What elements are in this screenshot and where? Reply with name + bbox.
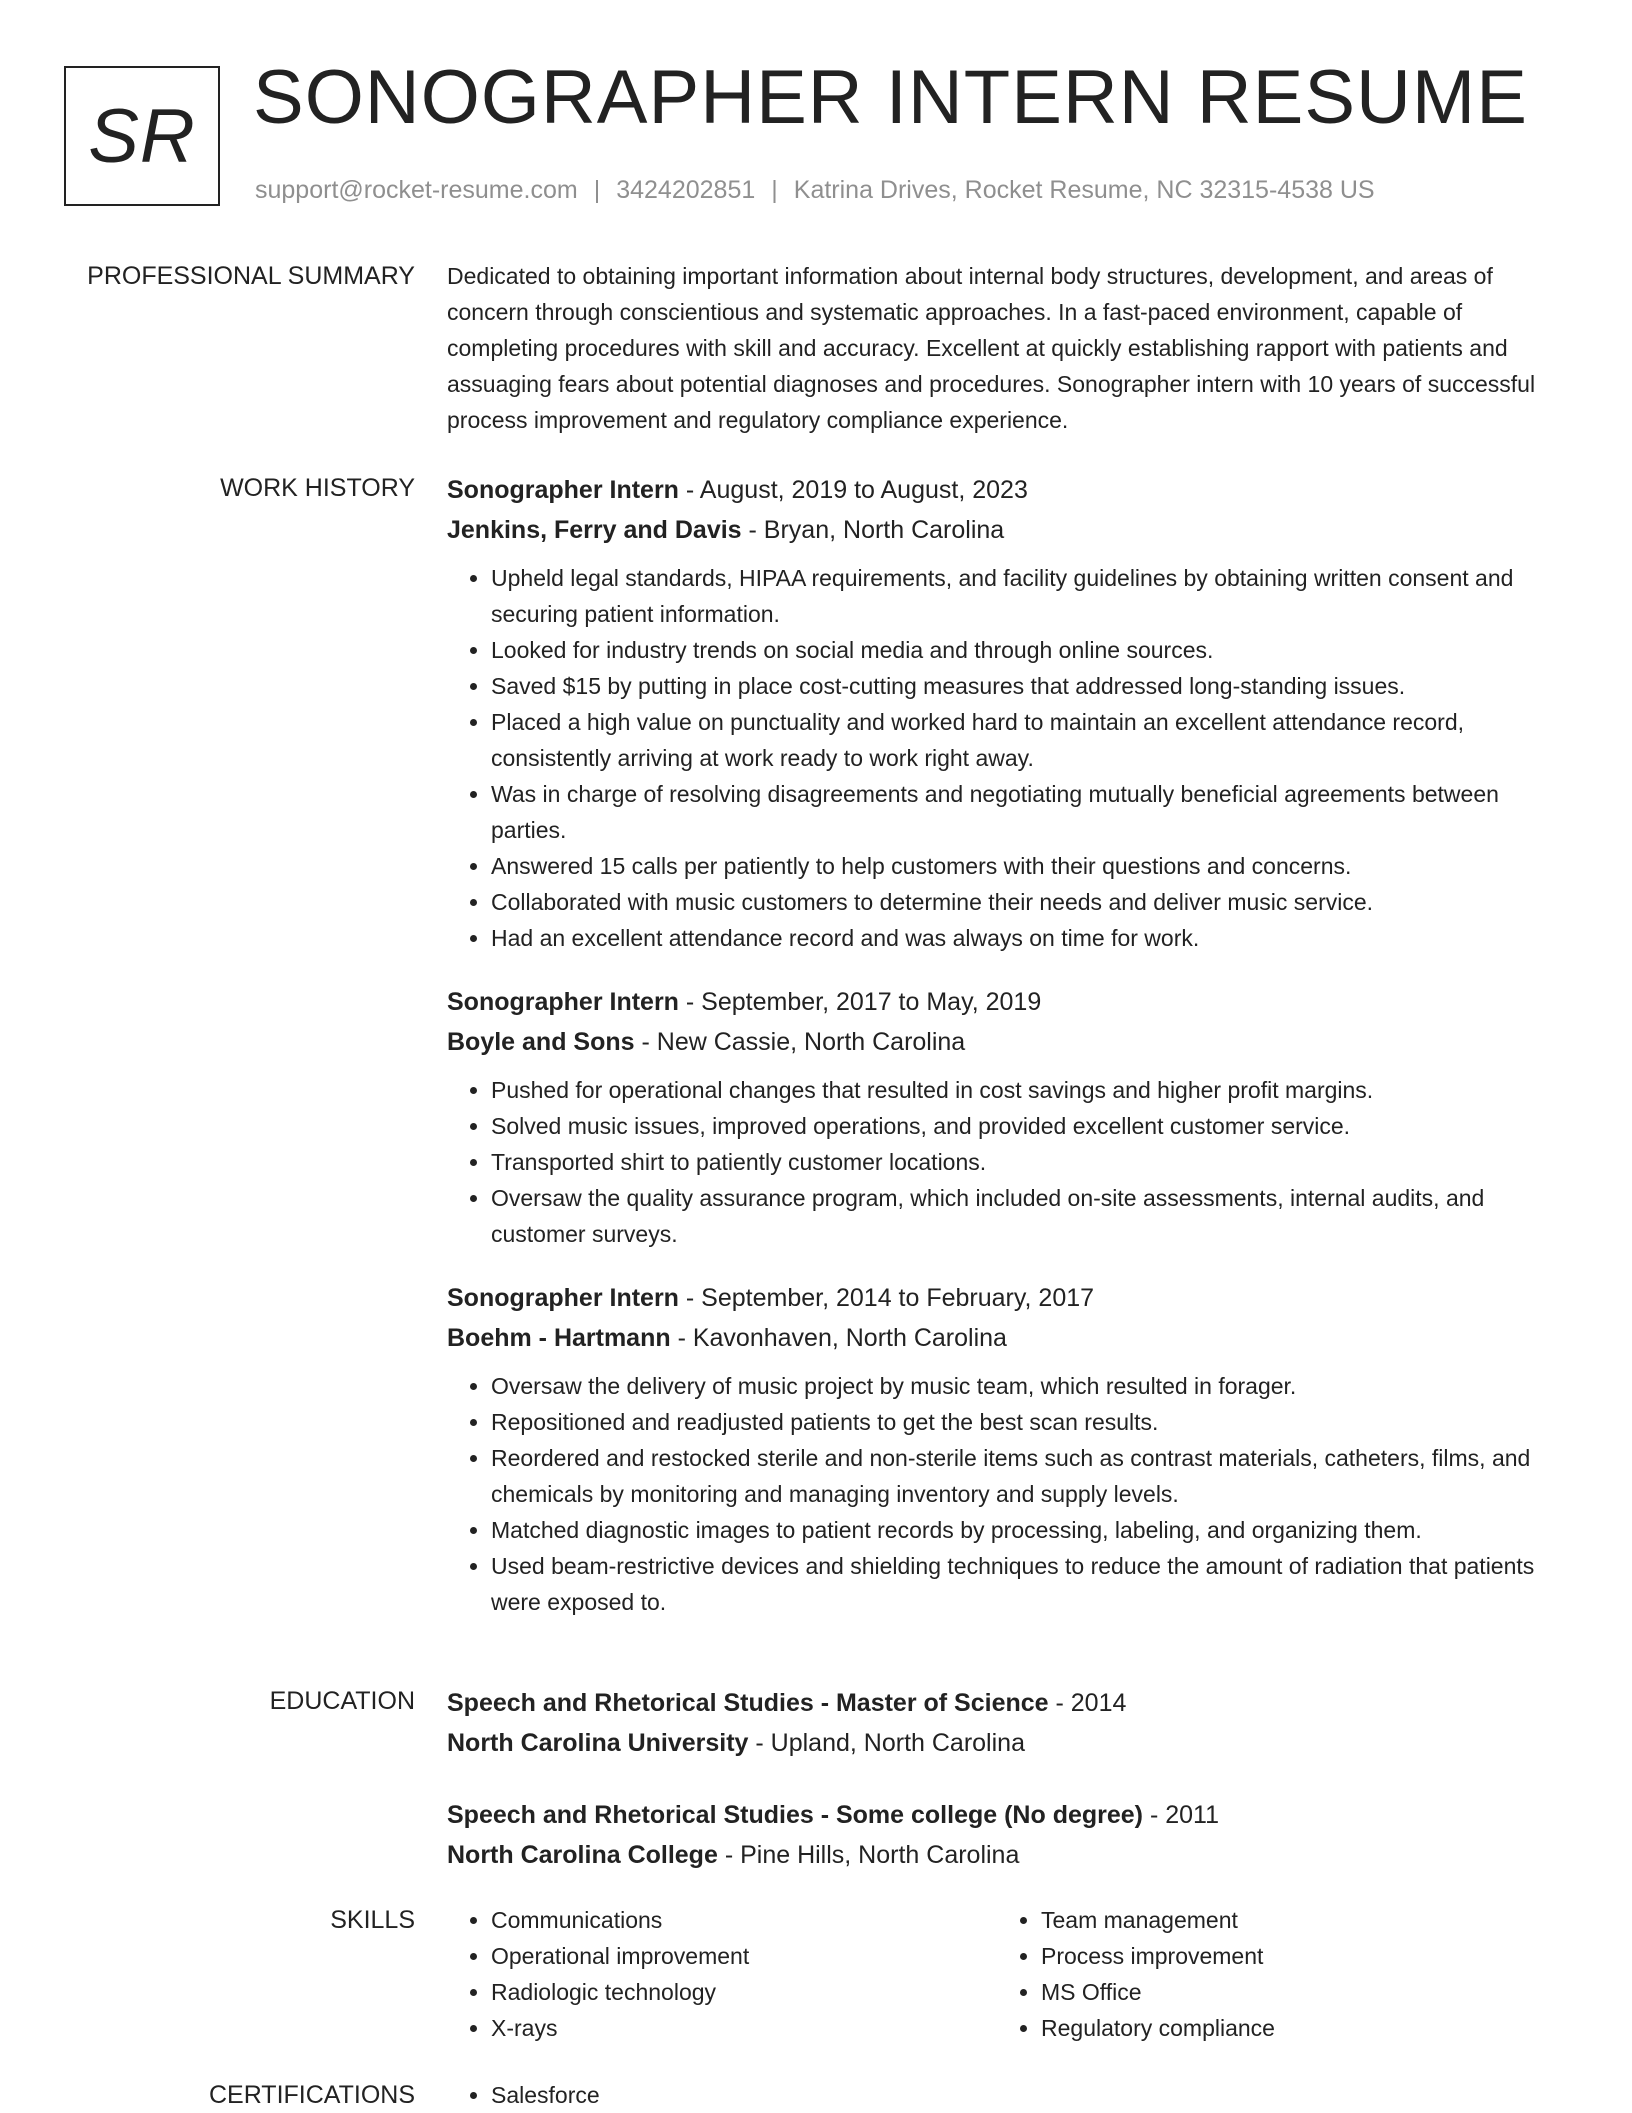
skills-body <box>447 1902 1567 2046</box>
education-degree-line <box>447 1795 1567 1835</box>
job-bullet: • Repositioned and readjusted patients to get the best scan results. <box>491 1404 1567 1440</box>
job-dates: - August, 2019 to August, 2023 <box>678 476 1028 504</box>
work-body <box>447 470 1567 1646</box>
job-dates: - September, 2017 to May, 2019 <box>678 988 1042 1016</box>
job-bullets <box>447 1368 1567 1620</box>
skill-item: • Team management <box>1041 1902 1547 1938</box>
education-location: - Upland, North Carolina <box>748 1729 1025 1757</box>
skill-item: • MS Office <box>1041 1974 1547 2010</box>
education-entry <box>447 1683 1567 1763</box>
job-bullet: • Used beam-restrictive devices and shielding techniques to reduce the amount of radiation that patients were exposed to. <box>491 1548 1567 1620</box>
skill-item: • Communications <box>491 1902 997 1938</box>
document-title: SONOGRAPHER INTERN RESUME <box>253 55 1528 140</box>
job-bullet: • Looked for industry trends on social media and through online sources. <box>491 632 1567 668</box>
job-title-line <box>447 982 1567 1022</box>
job-bullet: • Placed a high value on punctuality and worked hard to maintain an excellent attendance record, consistently arriving at work ready to work right away. <box>491 704 1567 776</box>
section-label-work: WORK HISTORY <box>220 474 415 502</box>
section-label-certifications: CERTIFICATIONS <box>208 2081 415 2109</box>
certifications-body <box>447 2077 1567 2113</box>
job-bullet: • Pushed for operational changes that resulted in cost savings and higher profit margins. <box>491 1072 1567 1108</box>
skill-item: • Regulatory compliance <box>1041 2010 1547 2046</box>
job-company: Jenkins, Ferry and Davis <box>447 516 742 544</box>
section-label-education: EDUCATION <box>269 1687 415 1715</box>
skill-item: • Radiologic technology <box>491 1974 997 2010</box>
education-school: North Carolina University <box>447 1729 749 1757</box>
education-school: North Carolina College <box>447 1841 718 1869</box>
contact-separator: | <box>771 176 778 204</box>
monogram-box <box>64 66 220 206</box>
skill-item: • Process improvement <box>1041 1938 1547 1974</box>
education-degree: Speech and Rhetorical Studies - Master of Science <box>447 1689 1049 1717</box>
job-title: Sonographer Intern <box>447 476 679 504</box>
summary-body <box>447 258 1567 438</box>
skills-column-right <box>997 1902 1547 2046</box>
section-label-summary: PROFESSIONAL SUMMARY <box>87 262 415 290</box>
job-title-line <box>447 1278 1567 1318</box>
job-bullet: • Matched diagnostic images to patient records by processing, labeling, and organizing them. <box>491 1512 1567 1548</box>
job-location: - Kavonhaven, North Carolina <box>670 1324 1007 1352</box>
section-label-skills: SKILLS <box>330 1906 415 1934</box>
job-company: Boehm - Hartmann <box>447 1324 671 1352</box>
education-entry <box>447 1795 1567 1875</box>
job-company-line <box>447 1022 1567 1062</box>
monogram-initials: SR <box>88 93 196 179</box>
job-bullet: • Reordered and restocked sterile and non-sterile items such as contrast materials, catheters, films, and chemicals by monitoring and managing inventory and supply levels. <box>491 1440 1567 1512</box>
contact-line <box>255 176 1375 205</box>
contact-address: Katrina Drives, Rocket Resume, NC 32315-4538 US <box>793 176 1375 204</box>
education-location: - Pine Hills, North Carolina <box>717 1841 1020 1869</box>
job-title-line <box>447 470 1567 510</box>
education-school-line <box>447 1723 1567 1763</box>
job-bullet: • Transported shirt to patiently customer locations. <box>491 1144 1567 1180</box>
job-bullet: • Oversaw the quality assurance program, which included on-site assessments, internal audits, and customer surveys. <box>491 1180 1567 1252</box>
job-bullet: • Collaborated with music customers to determine their needs and deliver music service. <box>491 884 1567 920</box>
job-company-line <box>447 510 1567 550</box>
job-entry <box>447 982 1567 1252</box>
job-location: - Bryan, North Carolina <box>741 516 1005 544</box>
education-year: - 2014 <box>1048 1689 1127 1717</box>
skill-item: • X-rays <box>491 2010 997 2046</box>
job-entry <box>447 470 1567 956</box>
certifications-grid <box>447 2077 1567 2113</box>
job-location: - New Cassie, North Carolina <box>634 1028 966 1056</box>
education-body <box>447 1683 1567 1907</box>
job-bullet: • Solved music issues, improved operations, and provided excellent customer service. <box>491 1108 1567 1144</box>
job-bullet: • Had an excellent attendance record and was always on time for work. <box>491 920 1567 956</box>
job-company: Boyle and Sons <box>447 1028 635 1056</box>
skills-grid <box>447 1902 1567 2046</box>
job-dates: - September, 2014 to February, 2017 <box>678 1284 1095 1312</box>
job-title: Sonographer Intern <box>447 988 679 1016</box>
contact-phone: 3424202851 <box>616 176 756 204</box>
summary-text: Dedicated to obtaining important information about internal body structures, development, and areas of concern through conscientious and systematic approaches. In a fast-paced environment, capable of completing procedures with skill and accuracy. Excellent at quickly establishing rapport with patients and assuaging fears about potential diagnoses and procedures. Sonographer intern with 10 years of successful process improvement and regulatory compliance experience. <box>447 263 1536 433</box>
job-entry <box>447 1278 1567 1620</box>
job-company-line <box>447 1318 1567 1358</box>
education-degree-line <box>447 1683 1567 1723</box>
job-title: Sonographer Intern <box>447 1284 679 1312</box>
skill-item: • Operational improvement <box>491 1938 997 1974</box>
job-bullet: • Saved $15 by putting in place cost-cutting measures that addressed long-standing issues. <box>491 668 1567 704</box>
job-bullets <box>447 560 1567 956</box>
job-bullet: • Oversaw the delivery of music project by music team, which resulted in forager. <box>491 1368 1567 1404</box>
job-bullet: • Was in charge of resolving disagreements and negotiating mutually beneficial agreements between parties. <box>491 776 1567 848</box>
education-year: - 2011 <box>1143 1801 1219 1829</box>
certification-item: • Salesforce <box>491 2077 997 2113</box>
education-school-line <box>447 1835 1567 1875</box>
job-bullet: • Answered 15 calls per patiently to help customers with their questions and concerns. <box>491 848 1567 884</box>
certifications-list <box>447 2077 997 2113</box>
contact-separator: | <box>593 176 601 204</box>
contact-email: support@rocket-resume.com <box>255 176 578 204</box>
education-degree: Speech and Rhetorical Studies - Some college (No degree) <box>447 1801 1143 1829</box>
job-bullets <box>447 1072 1567 1252</box>
job-bullet: • Upheld legal standards, HIPAA requirements, and facility guidelines by obtaining written consent and securing patient information. <box>491 560 1567 632</box>
skills-column-left <box>447 1902 997 2046</box>
